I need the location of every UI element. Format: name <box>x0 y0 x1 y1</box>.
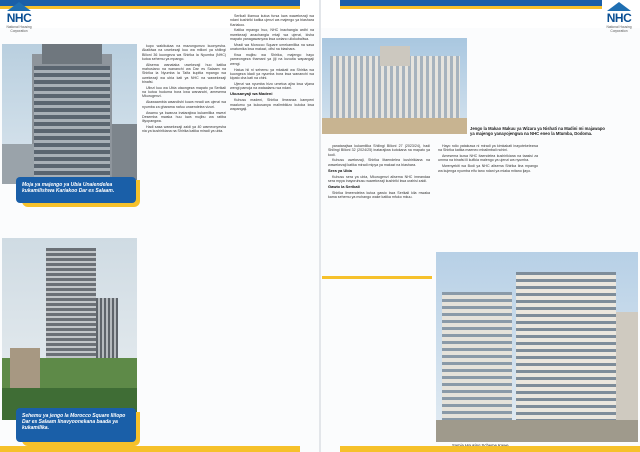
paragraph: Amesema kuwa NHC itaendelea kushirikiana na taasisi za umma na binafsi ili kufikia malengo ya ujenzi wa nyumba. <box>438 154 538 163</box>
photo-caption-mtumba: Jengo la Makao Makuu ya Wizara ya Nishati na Madini mi majawapo ya majengo yanayojengwa na NHC eneo la Mtumba, Dodoma. <box>470 126 605 136</box>
footer-stripe-left <box>0 446 300 452</box>
paragraph: Awamu ya kwanza inatarajiwa kukamilika mwezi Desemba mwaka huu kwa mujibu wa ratiba iliyopangwa. <box>142 110 226 124</box>
photo-kariakoo-building <box>2 44 137 184</box>
paragraph: Kuhusu madeni, Shirika limeanza kampeni maalumu ya kukusanya malimbikizo kutoka kwa wapangaji. <box>230 98 314 111</box>
paragraph: yanatarajiwa kukamilika Shilingi Bilioni 27 (2023/24), hadi Shilingi Bilioni 32 (2024/25) inatarajiwa kutokana na mapato ya kodi. <box>328 144 430 157</box>
right-page-column-2 <box>438 144 538 264</box>
footer-stripe-right <box>340 446 640 452</box>
paragraph: kupo wakikukaa na mazungumzo kuonyesha. Akaikiwa na uwekezaji kuu wa milioni ya shilingi Bilioni 36 kuongeza wa Shirika la Nyumba (NHC) kutoa sehemu ya mpango. <box>142 44 226 61</box>
logo-text: NHC <box>606 11 632 25</box>
paragraph: Mradi wa Morocco Square umekamilika na sasa unatumika kwa makazi, ofisi na biashara. <box>230 42 314 52</box>
left-page-column-1 <box>142 44 226 444</box>
photo-morocco-square <box>2 238 137 420</box>
paragraph: Kwa mujibu wa Shirika, majengo hayo yameongeza thamani ya jiji na kuvutia wapangaji wengi. <box>230 53 314 66</box>
paragraph: Hatua hii ni sehemu ya mkakati wa Shirika wa kuongeza idadi ya nyumba bora kwa wananchi wa kipato cha kati na chini. <box>230 67 314 81</box>
left-page-column-2 <box>230 14 314 444</box>
subheading-sera-ya-ubia: Sera ya Ubia <box>328 167 353 173</box>
logo-tagline: National Housing Corporation <box>6 25 32 33</box>
subheading-gawio: Gawio la Serikali <box>328 183 360 189</box>
roof-icon <box>7 2 31 11</box>
paragraph: Mwenyekiti wa Bodi ya NHC alisema Shirika lina mpango wa kujenga nyumba elfu tano ndani ya miaka mitano ijayo. <box>438 164 538 173</box>
paragraph: Hadi sasa wawekezaji zaidi ya 40 wameonyesha nia ya kushirikiana na Shirika katika miradi ya ubia. <box>142 125 226 134</box>
logo-text: NHC <box>6 11 32 25</box>
header-stripe-yellow-right <box>340 6 602 9</box>
paragraph: Katika mpango huo, NHC inachangia ardhi na mwekezaji anachangia mtaji wa ujenzi, kisha mapato yanagawanywa kwa uwiano uliokubaliwa. <box>230 28 314 42</box>
photo-mtumba-dodoma <box>322 38 467 134</box>
paragraph: Serikali iliamua kutoa fursa kwa wawekezaji wa ndani kushiriki katika ujenzi wa majengo ya biashara Kariakoo. <box>230 14 314 27</box>
page-gutter <box>319 0 321 452</box>
paragraph: Shirika limeendelea kutoa gawio kwa Serikali kila mwaka kama sehemu ya mchango wake katika mfuko mkuu. <box>328 190 430 199</box>
paragraph: Kuhusu sera ya ubia, Mkurugenzi alisema NHC imeandaa sera mpya inayoruhusu wawekezaji kushiriki kwa urahisi zaidi. <box>328 174 430 183</box>
roof-icon <box>607 2 631 11</box>
paragraph: Ujenzi wa nyumba hizo umetoa ajira kwa vijana wengi pamoja na wataalamu wa ndani. <box>230 82 314 91</box>
right-page-column-1 <box>328 144 430 274</box>
subheading-madeni: Ukusanyaji wa Madeni <box>230 91 273 97</box>
caption-top-text: Moja ya majengo ya Ubia Unaiendelea kukamilishwa Kariakoo Dar es Salaam. <box>22 182 115 194</box>
logo-tagline: National Housing Corporation <box>606 25 632 33</box>
caption-bottom-text: Sehemu ya jengo la Morocco Square Ililopo Dar es Salaam linavyoonekana baada ya kukamilika. <box>22 413 126 431</box>
paragraph: Alisema wanataka uwekezaji huo katika mahusiano na wananchi wa Dar es Salaam na Shirika la Nyumba la Taifa kupitia mpango wa uwekezaji wa ubia kati ya NHC na wawekezaji binafsi. <box>142 62 226 84</box>
paragraph: Akawaambia waandishi kuwa mradi wa ujenzi wa nyumba za gharama nafuu unaendelea vizuri. <box>142 100 226 109</box>
paragraph: Hayo ndio yatakuwa ni miradi ya kimkakati inayotekelezwa na Shirika katika maeneo mbalimbali nchini. <box>438 144 538 153</box>
header-stripe-yellow-left <box>0 6 300 9</box>
nhc-logo-right <box>604 2 634 36</box>
photo-samia-housing-kawe <box>436 252 638 442</box>
nhc-logo-left <box>4 2 34 36</box>
paragraph: Ulinzi kuu wa Ubia utaongeza mapato ya Serikali na kutoa huduma bora kwa wananchi, amesema Mkurugenzi. <box>142 85 226 99</box>
paragraph: Kuhusu uwekezaji, Shirika litaendelea kushirikiana na wawekezaji katika miradi mipya ya makazi na biashara. <box>328 158 430 167</box>
accent-rule <box>322 276 432 279</box>
